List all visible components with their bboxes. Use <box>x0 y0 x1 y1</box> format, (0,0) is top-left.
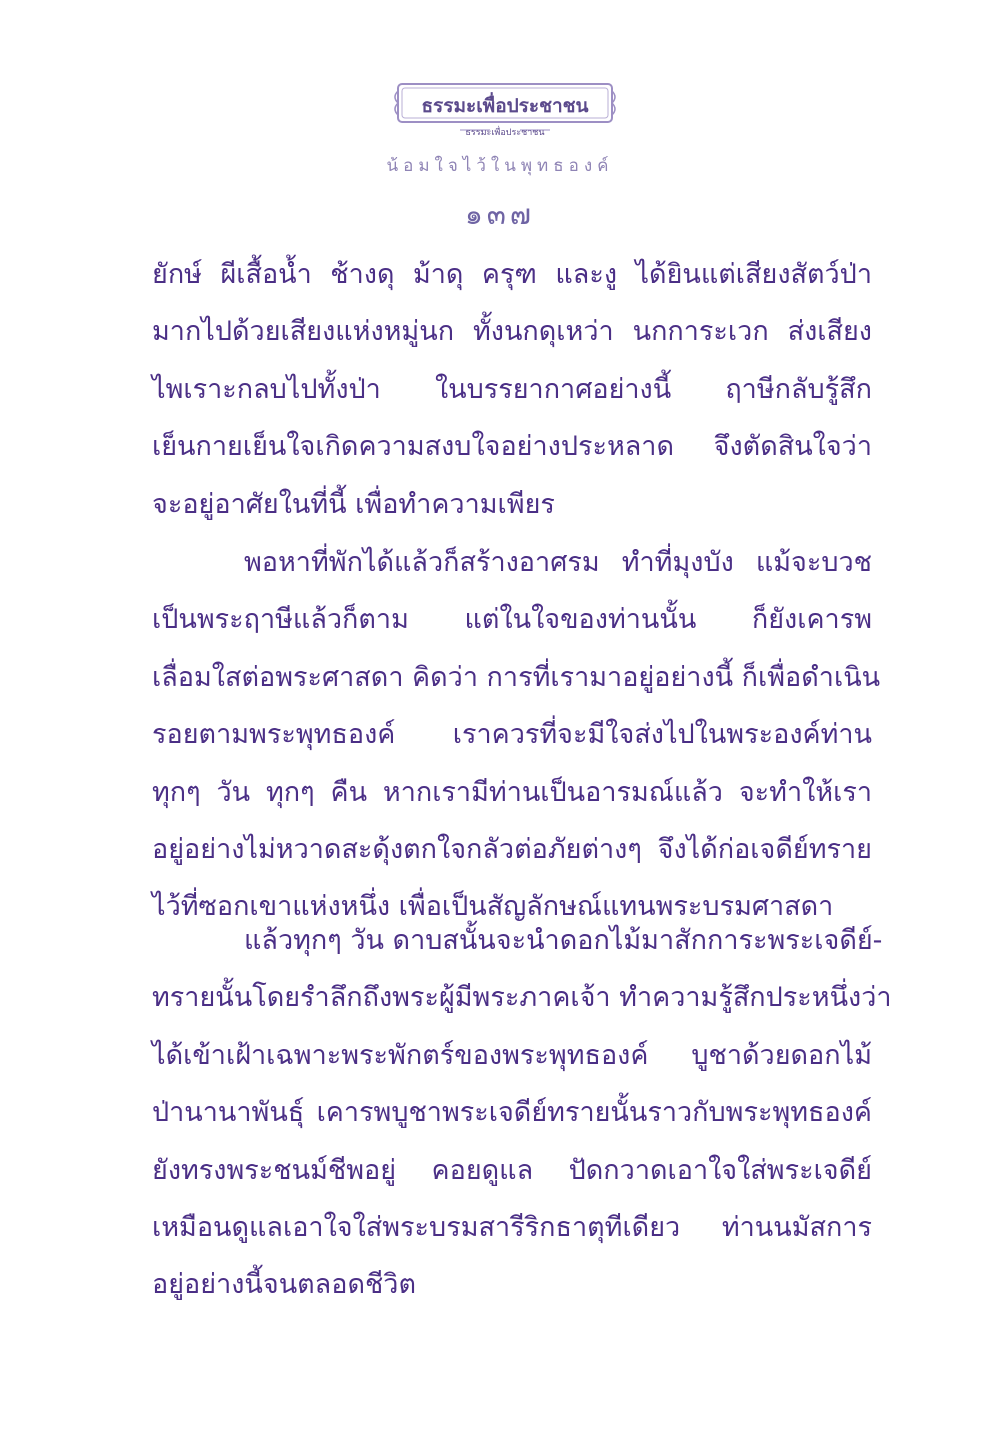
text-line: ไว้ที่ซอกเขาแห่งหนึ่ง เพื่อเป็นสัญลักษณ์แทนพระบรมศาสดา <box>152 891 834 923</box>
text-line: เป็นพระฤาษีแล้วก็ตาม แต่ในใจของท่านนั้น ก็ยังเคารพ <box>152 604 872 636</box>
page-number: ๑๓๗ <box>465 198 535 231</box>
text-line: มากไปด้วยเสียงแห่งหมู่นก ทั้งนกดุเหว่า นกการะเวก ส่งเสียง <box>152 316 872 348</box>
text-line: เลื่อมใสต่อพระศาสดา คิดว่า การที่เรามาอยู่อย่างนี้ ก็เพื่อดำเนิน <box>152 661 881 693</box>
page-subtitle: น้อมใจไว้ในพุทธองค์ <box>386 156 614 176</box>
text-line: รอยตามพระพุทธองค์ เราควรที่จะมีใจส่งไปในพระองค์ท่าน <box>152 719 872 751</box>
book-logo <box>390 80 620 152</box>
paragraph-2 <box>152 534 881 936</box>
text-line: อยู่อย่างนี้จนตลอดชีวิต <box>152 1269 417 1301</box>
text-line: ทรายนั้นโดยรำลึกถึงพระผู้มีพระภาคเจ้า ทำความรู้สึกประหนึ่งว่า <box>152 982 892 1014</box>
text-line: แล้วทุกๆ วัน ดาบสนั้นจะนำดอกไม้มาสักการะพระเจดีย์- <box>244 925 883 956</box>
text-line: ไพเราะกลบไปทั้งป่า ในบรรยากาศอย่างนี้ ฤาษีกลับรู้สึก <box>152 373 872 405</box>
text-line: เหมือนดูแลเอาใจใส่พระบรมสารีริกธาตุทีเดียว ท่านนมัสการ <box>152 1211 872 1243</box>
text-line: ได้เข้าเฝ้าเฉพาะพระพักตร์ของพระพุทธองค์ บูชาด้วยดอกไม้ <box>152 1039 872 1071</box>
text-line: อยู่อย่างไม่หวาดสะดุ้งตกใจกลัวต่อภัยต่างๆ จึงได้ก่อเจดีย์ทราย <box>152 833 872 865</box>
text-line: เย็นกายเย็นใจเกิดความสงบใจอย่างประหลาด จึงตัดสินใจว่า <box>152 431 872 463</box>
text-line: ป่านานาพันธุ์ เคารพบูชาพระเจดีย์ทรายนั้นราวกับพระพุทธองค์ <box>152 1097 872 1129</box>
text-line: ยักษ์ ผีเสื้อน้ำ ช้างดุ ม้าดุ ครุฑ และงู ได้ยินแต่เสียงสัตว์ป่า <box>152 259 872 290</box>
text-line: ยังทรงพระชนม์ชีพอยู่ คอยดูแล ปัดกวาดเอาใจใส่พระเจดีย์ <box>152 1154 872 1186</box>
paragraph-3 <box>152 912 892 1314</box>
logo-title: ธรรมะเพื่อประชาชน <box>421 95 589 117</box>
logo-subtitle: ธรรมะเพื่อประชาชน <box>465 128 545 138</box>
text-line: ทุกๆ วัน ทุกๆ คืน หากเรามีท่านเป็นอารมณ์แล้ว จะทำให้เรา <box>152 776 872 808</box>
paragraph-1 <box>152 246 872 533</box>
text-line: จะอยู่อาศัยในที่นี้ เพื่อทำความเพียร <box>152 488 555 520</box>
text-line: พอหาที่พักได้แล้วก็สร้างอาศรม ทำที่มุงบัง แม้จะบวช <box>244 547 872 578</box>
